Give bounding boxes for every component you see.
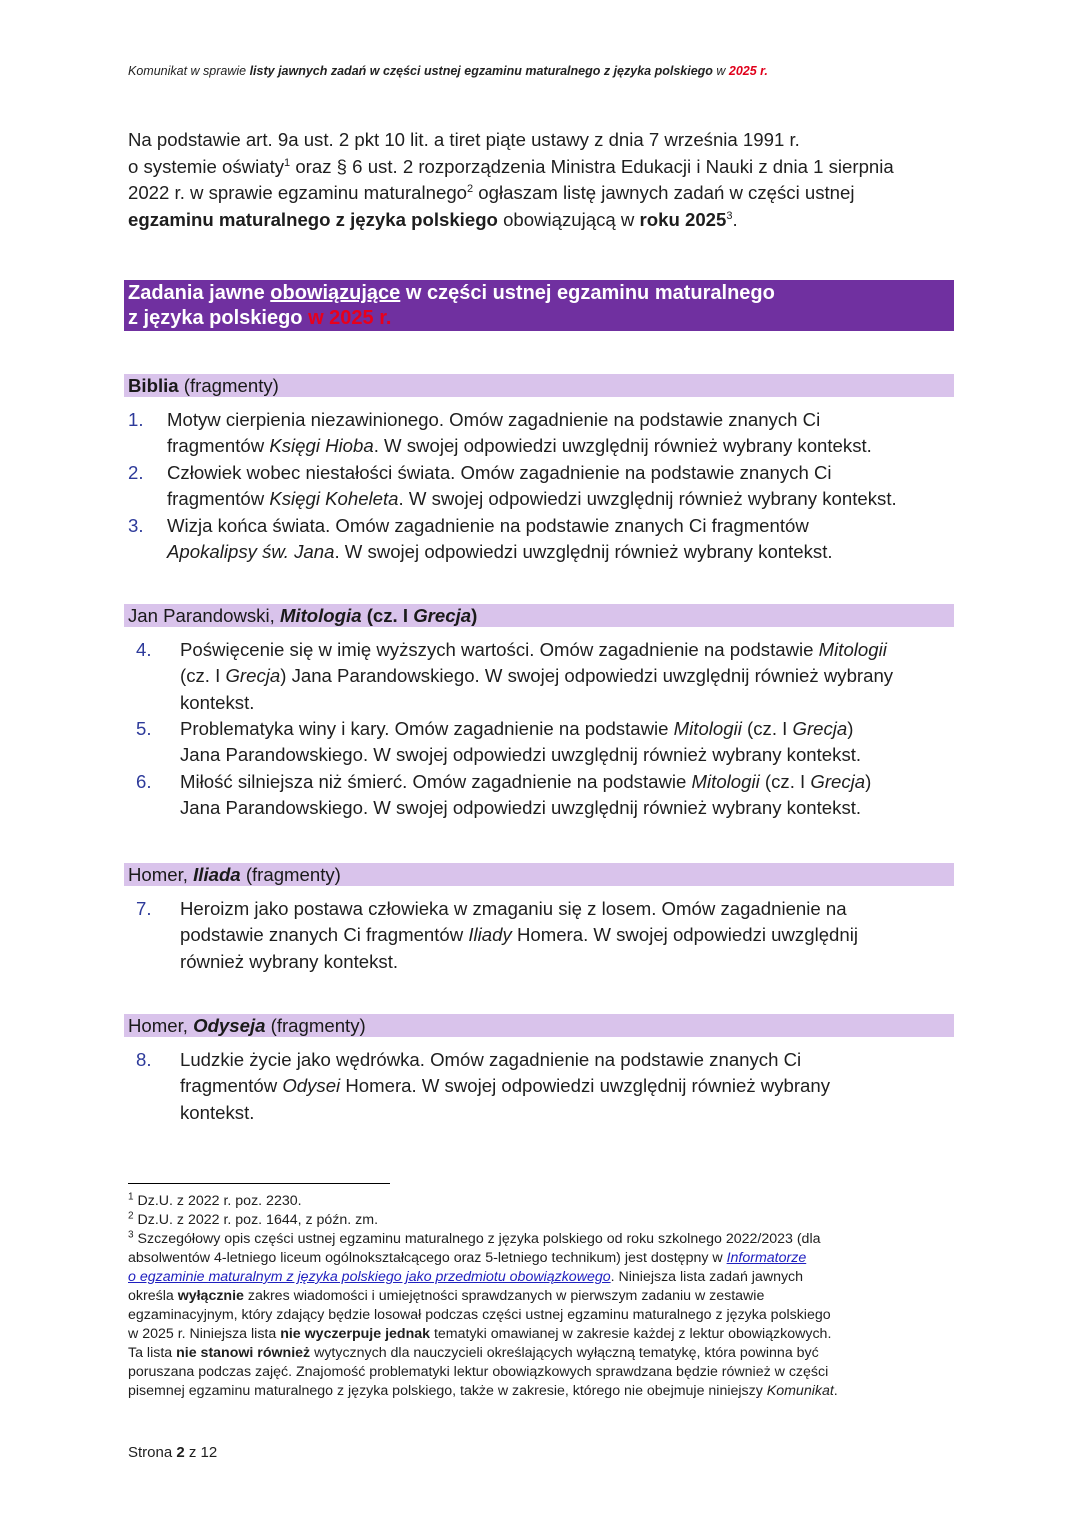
section-heading: Zadania jawne obowiązujące w części ustnej egzaminu maturalnego z języka polskiego w 2025 r. bbox=[124, 280, 954, 331]
footnote-separator bbox=[128, 1183, 390, 1184]
reading-heading-iliada: Homer, Iliada (fragmenty) bbox=[124, 863, 954, 886]
reading-heading-biblia: Biblia (fragmenty) bbox=[124, 374, 954, 397]
reading-heading-mitologia: Jan Parandowski, Mitologia (cz. I Grecja) bbox=[124, 604, 954, 627]
informator-link[interactable]: Informatorze bbox=[726, 1250, 807, 1266]
footnote-1: $^1$ Dz.U. z 2022 r. poz. 2230. bbox=[128, 1191, 302, 1209]
footnotes bbox=[128, 1192, 958, 1401]
footnote-2: $^2$ Dz.U. z 2022 r. poz. 1644, z późn. zm. bbox=[128, 1210, 379, 1228]
footnote-ref: 2 bbox=[467, 182, 474, 195]
reading-heading-odyseja: Homer, Odyseja (fragmenty) bbox=[124, 1014, 954, 1037]
running-header: Komunikat w sprawie listy jawnych zadań w części ustnej egzaminu maturalnego z języka polskiego w 2025 r. bbox=[128, 64, 768, 78]
intro-paragraph: Na podstawie art. 9a ust. 2 pkt 10 lit. a tiret piąte ustawy z dnia 7 września 1991 r. o systemie oświaty$^1$ oraz § 6 ust. 2 rozporządzenia Ministra Edukacji i Nauki z dnia 1 sierpnia 2022 r. w sprawie egzaminu maturalnego$^2$ ogłaszam listę jawnych zadań w części ustnej egzaminu maturalnego z języka polskiego obowiązującą w roku 2025$^3$. bbox=[128, 129, 894, 230]
footnote-ref: 1 bbox=[284, 156, 291, 169]
footnote-3: $^3$ Szczegółowy opis części ustnej egzaminu maturalnego z języka polskiego od roku szkolnego 2022/2023 (dla absolwentów 4-letniego liceum ogólnokształcącego oraz 5-letniego technikum) jest dostępny w Informatorze o egzaminie maturalnym z języka polskiego jako przedmiotu obowiązkowego. Niniejsza lista zadań jawnych określa wyłącznie zakres wiadomości i umiejętności sprawdzanych w pierwszym zadaniu w zestawie egzaminacyjnym, który zdający będzie losował podczas części ustnej egzaminu maturalnego z języka polskiego w 2025 r. Niniejsza lista nie wyczerpuje jednak tematyki omawianej w zakresie każdej z lektur obowiązkowych. Ta lista nie stanowi również wytycznych dla nauczycieli określających wyłączną tematykę, która powinna być poruszana podczas zajęć. Znajomość problematyki lektur obowiązkowych sprawdzana będzie również w części pisemnej egzaminu maturalnego z języka polskiego, także w zakresie, którego nie obejmuje niniejszy Komunikat. bbox=[128, 1229, 838, 1399]
informator-link-continued[interactable]: o egzaminie maturalnym z języka polskiego jako przedmiotu obowiązkowego bbox=[128, 1269, 611, 1285]
page-number: Strona 2 z 12 bbox=[128, 1444, 218, 1461]
footnote-ref: 3 bbox=[726, 209, 733, 222]
